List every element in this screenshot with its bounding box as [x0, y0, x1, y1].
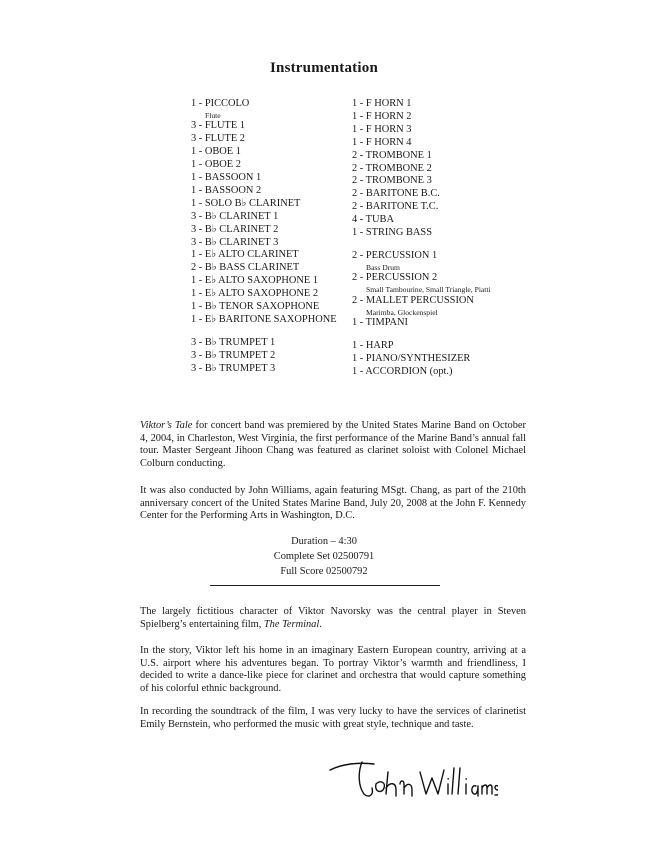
instrument-count: 1	[352, 136, 358, 148]
instrument-entry: 2 - PERCUSSION 1	[352, 249, 438, 261]
instrument-name: PERCUSSION 2	[365, 272, 438, 284]
instrument-count: 2	[352, 188, 358, 200]
signature-image	[328, 748, 498, 808]
instrument-count: 1	[191, 146, 197, 158]
instrument-count: 4	[352, 214, 358, 226]
work-title: Viktor’s Tale	[140, 420, 193, 431]
instrument-name: B♭ CLARINET 1	[204, 210, 279, 222]
notes-text-1: The largely fictitious character of Viktor Navorsky was the central player in Steven Spielberg’s entertaining film,	[140, 606, 526, 630]
instrument-entry: 2 - B♭ BASS CLARINET	[191, 262, 300, 274]
instrument-count: 1	[352, 227, 358, 239]
instrument-entry: 2 - PERCUSSION 2	[352, 272, 438, 284]
instrument-count: 3	[191, 336, 197, 348]
instrument-name: STRING BASS	[365, 227, 432, 239]
instrument-count: 2	[352, 175, 358, 187]
instrument-name: TUBA	[365, 214, 394, 226]
instrument-count: 1	[191, 172, 197, 184]
instrument-name: BASSOON 2	[204, 184, 262, 196]
instrument-entry: 1 - HARP	[352, 340, 394, 352]
instrument-count: 3	[191, 133, 197, 145]
instrument-name: MALLET PERCUSSION	[365, 294, 474, 306]
instrument-name: B♭ TRUMPET 1	[204, 336, 276, 348]
instrument-entry: 1 - OBOE 2	[191, 159, 241, 171]
instrument-name: B♭ TRUMPET 2	[204, 349, 276, 361]
instrument-name: B♭ BASS CLARINET	[204, 262, 300, 274]
instrument-name: TIMPANI	[365, 317, 409, 329]
instrument-entry: 1 - E♭ ALTO SAXOPHONE 2	[191, 288, 319, 300]
instrument-count: 1	[352, 110, 358, 122]
instrument-count: 3	[191, 120, 197, 132]
notes-paragraph-1	[140, 606, 526, 631]
instrument-count: 1	[191, 159, 197, 171]
instrument-entry: 3 - B♭ CLARINET 1	[191, 210, 279, 222]
instrument-count: 1	[191, 301, 197, 313]
instrument-note: Flute	[205, 110, 221, 120]
instrument-count: 2	[352, 294, 358, 306]
instrument-name: SOLO B♭ CLARINET	[204, 197, 301, 209]
instrument-name: BASSOON 1	[204, 172, 262, 184]
instrument-entry: 2 - TROMBONE 3	[352, 175, 432, 187]
notes-end-1: .	[319, 618, 322, 630]
instrument-name: BARITONE T.C.	[365, 201, 439, 213]
instrument-name: E♭ ALTO SAXOPHONE 1	[204, 275, 319, 287]
instrument-entry: 1 - SOLO B♭ CLARINET	[191, 197, 301, 209]
instrument-name: TROMBONE 2	[365, 162, 432, 174]
instrument-count: 2	[191, 262, 197, 274]
instrument-count: 1	[191, 249, 197, 261]
instrument-entry: 3 - B♭ TRUMPET 2	[191, 349, 276, 361]
instrument-entry: 3 - FLUTE 2	[191, 133, 245, 145]
instrument-name: HARP	[365, 340, 394, 352]
instrument-entry: 2 - TROMBONE 1	[352, 149, 432, 161]
instrument-count: 3	[191, 223, 197, 235]
instrument-name: F HORN 2	[365, 110, 412, 122]
instrument-count: 1	[352, 365, 358, 377]
notes-paragraph-2: In the story, Viktor left his home in an imaginary Eastern European country, arriving at a U.S. airport where his adventures began. To portray Viktor’s warmth and friendliness, I decided to write a dance-like piece for clarinet and orchestra that would capture something of his colorful ethnic background.	[140, 645, 526, 694]
instrument-entry: 1 - E♭ BARITONE SAXOPHONE	[191, 314, 337, 325]
instrument-count: 1	[191, 288, 197, 300]
complete-set: Complete Set 02500791	[273, 551, 375, 562]
instrument-name: TROMBONE 1	[365, 149, 432, 161]
instrument-entry: 3 - B♭ CLARINET 3	[191, 236, 279, 248]
instrument-entry: 1 - E♭ ALTO SAXOPHONE 1	[191, 275, 319, 287]
instrument-name: FLUTE 1	[204, 120, 245, 132]
instrument-count: 3	[191, 349, 197, 361]
instrument-list-left	[191, 98, 351, 376]
instrument-entry: 1 - F HORN 2	[352, 110, 412, 122]
instrument-count: 2	[352, 201, 358, 213]
duration: Duration – 4:30	[291, 536, 357, 547]
instrument-entry: 1 - OBOE 1	[191, 146, 241, 158]
instrument-count: 1	[191, 275, 197, 287]
instrument-entry: 1 - F HORN 3	[352, 123, 412, 135]
also-conducted-paragraph: It was also conducted by John Williams, again featuring MSgt. Chang, as part of the 210th anniversary concert of the United States Marine Band, July 20, 2008 at the John F. Kennedy Center for the Performing Arts in Washington, D.C.	[140, 485, 526, 522]
instrument-name: E♭ BARITONE SAXOPHONE	[204, 314, 337, 325]
instrument-name: B♭ CLARINET 3	[204, 236, 279, 248]
premiere-paragraph	[140, 420, 526, 470]
instrument-entry: 4 - TUBA	[352, 214, 394, 226]
instrument-name: OBOE 1	[204, 146, 241, 158]
instrument-name: OBOE 2	[204, 159, 241, 171]
notes-paragraph-3: In recording the soundtrack of the film, I was very lucky to have the services of clarinetist Emily Bernstein, who performed the music with great style, technique and taste.	[140, 706, 526, 730]
instrument-note: Bass Drum	[366, 262, 400, 272]
full-score: Full Score 02500792	[280, 566, 368, 577]
instrument-count: 1	[352, 123, 358, 135]
instrument-entry: 2 - BARITONE B.C.	[352, 188, 440, 200]
instrument-name: F HORN 1	[365, 98, 412, 109]
instrument-entry: 1 - BASSOON 2	[191, 184, 262, 196]
instrument-name: E♭ ALTO CLARINET	[204, 249, 299, 261]
instrument-name: FLUTE 2	[204, 133, 245, 145]
instrument-list-right	[352, 98, 542, 379]
instrument-count: 3	[191, 236, 197, 248]
instrument-count: 3	[191, 210, 197, 222]
film-title: The Terminal	[263, 618, 320, 630]
instrument-name: F HORN 3	[365, 123, 412, 135]
instrument-entry: 1 - BASSOON 1	[191, 172, 262, 184]
instrument-entry: 3 - B♭ CLARINET 2	[191, 223, 279, 235]
instrument-count: 2	[352, 272, 358, 284]
instrument-entry: 1 - PIANO/SYNTHESIZER	[352, 353, 471, 364]
instrument-count: 1	[352, 340, 358, 352]
divider	[210, 585, 440, 586]
instrument-name: PIANO/SYNTHESIZER	[365, 353, 471, 364]
instrument-name: BARITONE B.C.	[365, 188, 440, 200]
instrument-count: 1	[191, 314, 197, 325]
instrument-count: 2	[352, 149, 358, 161]
instrument-entry: 3 - B♭ TRUMPET 1	[191, 336, 276, 348]
instrument-count: 1	[191, 98, 197, 109]
group-spacer	[352, 330, 542, 340]
instrument-name: ACCORDION (opt.)	[365, 365, 453, 377]
instrument-name: PICCOLO	[204, 98, 250, 109]
instrument-entry: 1 - E♭ ALTO CLARINET	[191, 249, 299, 261]
instrument-name: F HORN 4	[365, 136, 412, 148]
instrument-name: TROMBONE 3	[365, 175, 432, 187]
instrument-name: E♭ ALTO SAXOPHONE 2	[204, 288, 319, 300]
instrument-entry: 1 - STRING BASS	[352, 227, 432, 239]
instrument-entry: 2 - TROMBONE 2	[352, 162, 432, 174]
instrument-name: B♭ TRUMPET 3	[204, 362, 276, 374]
instrument-entry: 2 - BARITONE T.C.	[352, 201, 439, 213]
instrument-name: B♭ TENOR SAXOPHONE	[204, 301, 320, 313]
instrument-entry: 3 - B♭ TRUMPET 3	[191, 362, 276, 374]
instrument-entry: 1 - F HORN 4	[352, 136, 412, 148]
instrument-count: 1	[352, 353, 358, 364]
group-spacer	[352, 240, 542, 250]
instrument-entry: 1 - ACCORDION (opt.)	[352, 365, 453, 377]
instrument-count: 1	[191, 197, 197, 209]
instrument-count: 1	[352, 98, 358, 109]
instrument-note: Small Tambourine, Small Triangle, Piatti	[366, 285, 491, 295]
instrument-name: B♭ CLARINET 2	[204, 223, 279, 235]
instrument-entry: 1 - PICCOLO	[191, 98, 250, 109]
group-spacer	[191, 327, 351, 337]
instrument-count: 2	[352, 162, 358, 174]
instrument-count: 1	[352, 317, 358, 329]
instrument-entry: 1 - TIMPANI	[352, 317, 409, 329]
instrument-count: 2	[352, 249, 358, 261]
instrument-note: Marimba, Glockenspiel	[366, 307, 438, 317]
page-title: Instrumentation	[269, 60, 378, 76]
instrument-entry: 3 - FLUTE 1	[191, 120, 245, 132]
score-info	[0, 534, 648, 579]
instrument-entry: 1 - F HORN 1	[352, 98, 412, 109]
instrument-count: 1	[191, 184, 197, 196]
instrument-count: 3	[191, 362, 197, 374]
instrument-name: PERCUSSION 1	[365, 249, 438, 261]
instrument-entry: 2 - MALLET PERCUSSION	[352, 294, 474, 306]
instrument-entry: 1 - B♭ TENOR SAXOPHONE	[191, 301, 320, 313]
premiere-text: for concert band was premiered by the United States Marine Band on October 4, 2004, in Charleston, West Virginia, the first performance of the Marine Band’s annual fall tour. Master Sergeant Jihoon Chang was featured as clarinet soloist with Colonel Michael Colburn conducting.	[140, 420, 526, 469]
